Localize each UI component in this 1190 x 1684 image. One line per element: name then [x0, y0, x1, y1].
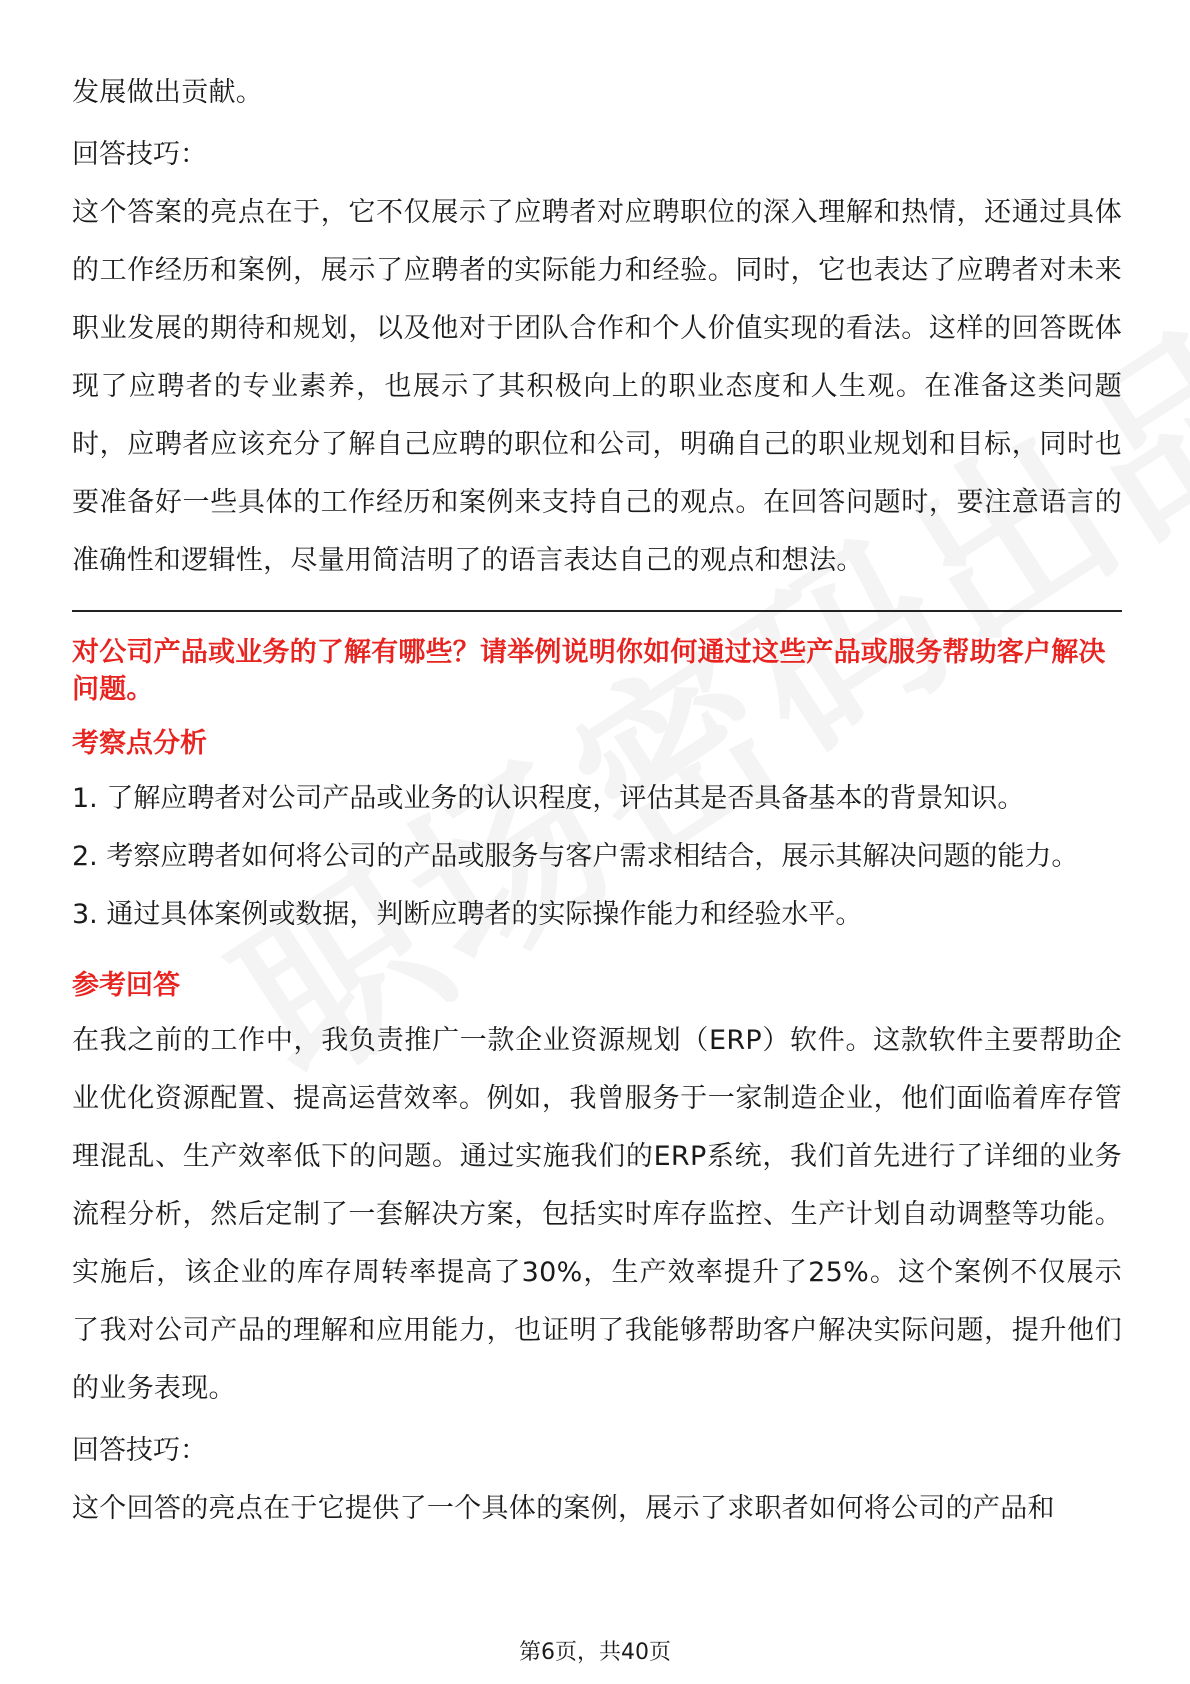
tips-label-2: 回答技巧： — [72, 1435, 207, 1466]
question-heading: 对公司产品或业务的了解有哪些？请举例说明你如何通过这些产品或服务帮助客户解决问题。 — [72, 637, 1106, 705]
section-divider — [72, 610, 1122, 612]
tips-paragraph-2: 这个回答的亮点在于它提供了一个具体的案例，展示了求职者如何将公司的产品和 — [72, 1493, 1055, 1524]
analysis-item-3: 3. 通过具体案例或数据，判断应聘者的实际操作能力和经验水平。 — [72, 899, 863, 930]
analysis-title: 考察点分析 — [72, 728, 207, 759]
tips-label: 回答技巧： — [72, 139, 207, 170]
reference-paragraph: 在我之前的工作中，我负责推广一款企业资源规划（ERP）软件。这款软件主要帮助企业优化资源配置、提高运营效率。例如，我曾服务于一家制造企业，他们面临着库存管理混乱、生产效率低下的问题。通过实施我们的ERP系统，我们首先进行了详细的业务流程分析，然后定制了一套解决方案，包括实时库存监控、生产计划自动调整等功能。实施后，该企业的库存周转率提高了30%，生产效率提升了25%。这个案例不仅展示了我对公司产品的理解和应用能力，也证明了我能够帮助客户解决实际问题，提升他们的业务表现。 — [72, 1025, 1122, 1404]
tips-paragraph: 这个答案的亮点在于，它不仅展示了应聘者对应聘职位的深入理解和热情，还通过具体的工作经历和案例，展示了应聘者的实际能力和经验。同时，它也表达了应聘者对未来职业发展的期待和规划，以及他对于团队合作和个人价值实现的看法。这样的回答既体现了应聘者的专业素养，也展示了其积极向上的职业态度和人生观。在准备这类问题时，应聘者应该充分了解自己应聘的职位和公司，明确自己的职业规划和目标，同时也要准备好一些具体的工作经历和案例来支持自己的观点。在回答问题时，要注意语言的准确性和逻辑性，尽量用简洁明了的语言表达自己的观点和想法。 — [72, 197, 1122, 576]
reference-title: 参考回答 — [72, 970, 180, 1001]
analysis-item-1: 1. 了解应聘者对公司产品或业务的认识程度，评估其是否具备基本的背景知识。 — [72, 783, 1025, 814]
analysis-item-2: 2. 考察应聘者如何将公司的产品或服务与客户需求相结合，展示其解决问题的能力。 — [72, 841, 1079, 872]
intro-tail-text: 发展做出贡献。 — [72, 77, 264, 108]
page-content — [72, 64, 1122, 1538]
page-number-footer: 第6页，共40页 — [519, 1640, 671, 1665]
